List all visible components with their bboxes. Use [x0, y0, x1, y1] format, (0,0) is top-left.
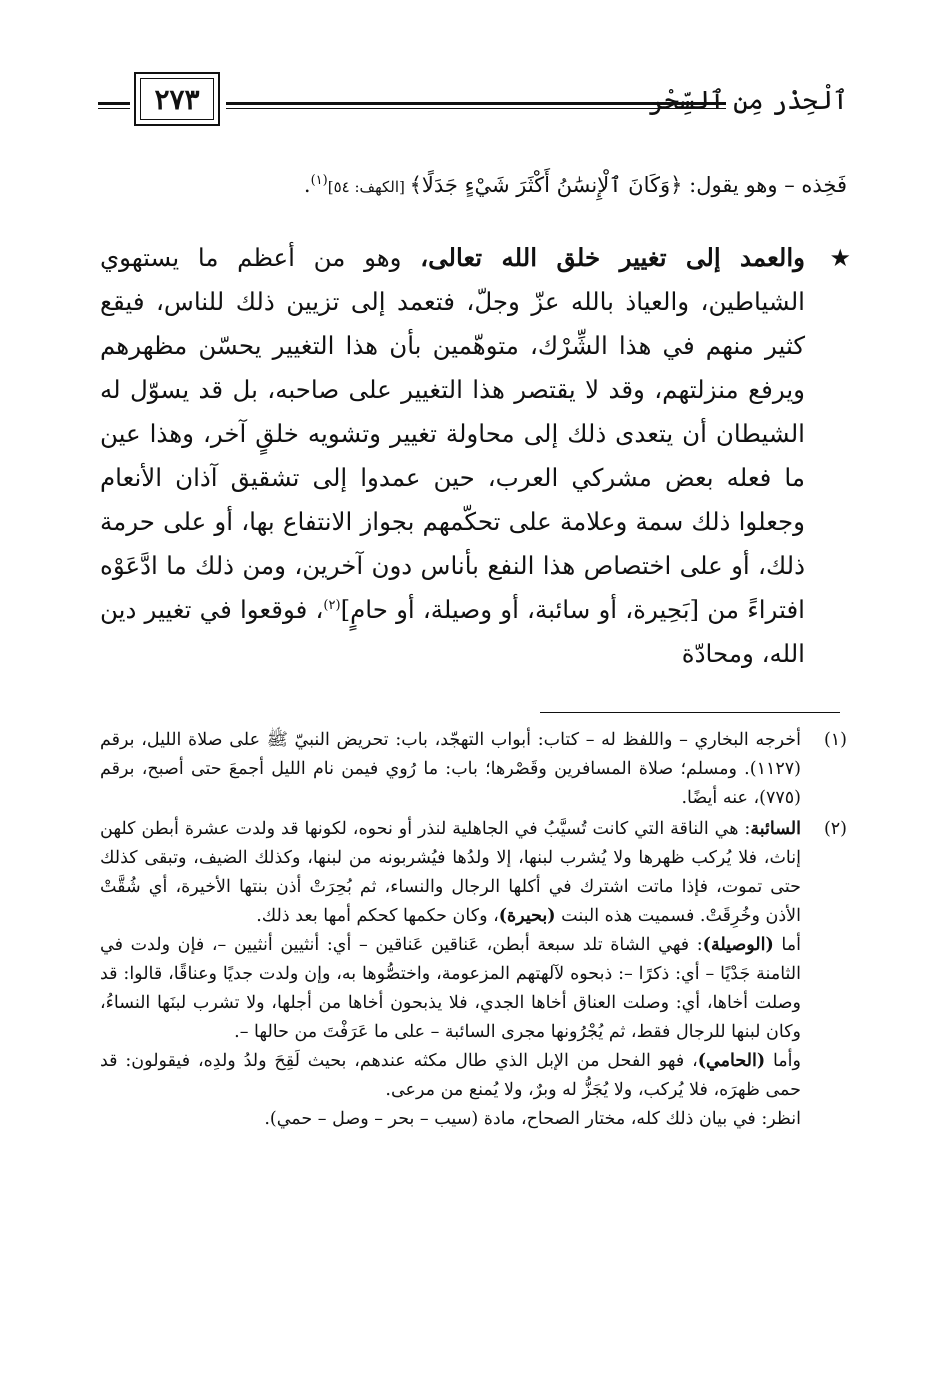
term-bahira: (بحيرة) — [498, 906, 556, 926]
page-number-frame — [134, 72, 220, 126]
footnote-1 — [100, 726, 847, 813]
star-bullet-icon: ★ — [829, 244, 851, 272]
verse-reference: [الكهف: ٥٤] — [327, 178, 410, 196]
footnote-text: ، وكان حكمها كحكم أمها بعد ذلك. — [256, 906, 499, 926]
footnote-text: أخرجه البخاري – واللفظ له – كتاب: أبواب التهجّد، باب: تحريض النبيّ ﷺ على صلاة الليل، برقم (١١٢٧). ومسلم؛ صلاة المسافرين وقَصْرها؛ باب: ما رُوي فيمن نام الليل أجمعَ حتى أصبح، برقم (٧٧٥)، عنه أيضًا. — [100, 730, 801, 808]
footnote-text: أما — [773, 935, 801, 955]
main-body: وهو من أعظم ما يستهوي الشياطين، والعياذ بالله عزّ وجلّ، فتعمد إلى تزيين ذلك للناس، فيقع كثير منهم في هذا الشِّرْك، متوهّمين بأن هذا التغيير يحسّن مظهرهم ويرفع منزلتهم، وقد لا يقتصر هذا التغيير على صاحبه، بل قد يسوّل له الشيطان أن يتعدى ذلك إلى محاولة تغيير وتشويه خلقٍ آخر، وهذا عين ما فعله بعض مشركي العرب، حين عمدوا إلى تشقيق آذان الأنعام وجعلوا ذلك سمة وعلامة على تحكّمهم بجواز الانتفاع بها، أو على حرمة ذلك، أو على اختصاص هذا النفع بأناس دون آخرين، ومن ذلك ما ادَّعَوْه افتراءً من [بَحِيرة، أو سائبة، أو وصيلة، أو حامٍ] — [100, 243, 805, 624]
footnote-separator — [540, 712, 840, 713]
footnote-para-saiba — [100, 815, 801, 931]
running-title: ٱلْحِذْر مِن ٱلسِّحْر — [648, 86, 848, 116]
footnote-number: (٢) — [823, 819, 847, 839]
footnote-marker-1: (١) — [310, 173, 328, 188]
footnotes — [100, 726, 847, 1136]
quran-quote: ﴿وَكَانَ ٱلْإِنسَٰنُ أَكْثَرَ شَيْءٍ جَدَلًا﴾ — [409, 173, 683, 197]
verse-end: . — [303, 173, 311, 197]
footnote-text: ، فهو الفحل من الإبل الذي طال مكثه عندهم، بحيث لَقِحَ ولدُ ولدِه، فيقولون: قد حمى ظهرَه، فلا يُركب، ولا يُجَزُّ له وبرٌ، ولا يُمنع من مرعى. — [100, 1051, 801, 1100]
verse-line — [100, 170, 847, 202]
footnote-para-hami — [100, 1047, 801, 1105]
header-rule-short — [98, 102, 130, 109]
main-text — [100, 236, 805, 676]
verse-lead: فَخِذه – وهو يقول: — [682, 173, 847, 197]
main-bold-lead: والعمد إلى تغيير خلق الله تعالى، — [420, 243, 805, 272]
footnote-number: (١) — [823, 730, 847, 750]
footnote-para-wasila — [100, 931, 801, 1047]
page-number: ٢٧٣ — [154, 82, 200, 116]
main-tail: ، فوقعوا في تغيير دين الله، ومحادّة — [100, 595, 805, 668]
footnote-2 — [100, 815, 847, 1134]
term-hami: (الحامي) — [697, 1051, 766, 1071]
page-header — [98, 66, 848, 130]
footnote-para-source: انظر: في بيان ذلك كله، مختار الصحاح، مادة (سيب – بحر – وصل – حمي). — [264, 1109, 801, 1129]
term-wasila: (الوصيلة) — [702, 935, 774, 955]
footnote-text: : هي الناقة التي كانت تُسيَّبُ في الجاهلية لنذر أو نحوه، لكونها قد ولدت عشرة أبطن كلهن إناث، فلا يُركب ظهرها ولا يُشرب لبنها، إلا ولدُها فيُشربونه من لبنها، وكذلك الضيف، وتبقى كذلك حتى تموت، فإذا ماتت اشترك في أكلها الرجال والنساء، ثم بُحِرَتْ أذن بنتها الأخيرة، أي شُقَّتْ الأذن وخُرِقَتْ. فسميت هذه البنت — [100, 819, 801, 926]
footnote-text: وأما — [765, 1051, 801, 1071]
header-rule — [226, 102, 726, 109]
footnote-marker-2: (٢) — [323, 597, 341, 613]
term-saiba: السائبة — [750, 819, 801, 839]
footnote-text: : فهي الشاة تلد سبعة أبطن، عَناقين عَناقين – أي: أنثيين أنثيين –، فإن ولدت في الثامنة جَدْيًا – أي: ذكرًا –: ذبحوه لآلهتهم المزعومة، واختصُّوها به، وإن ولدت جديًا وعناقًا، قالوا: قد وصلت أخاها، أي: وصلت العناق أخاها الجدي، فلا يذبحون أخاها من أجلها، ولا تشرب لبنَها النساءُ، وكان لبنها للرجال فقط، ثم يُجْرُونها مجرى السائبة – على ما عَرَفْتَ من حالها –. — [100, 935, 801, 1042]
main-paragraph — [100, 236, 851, 676]
